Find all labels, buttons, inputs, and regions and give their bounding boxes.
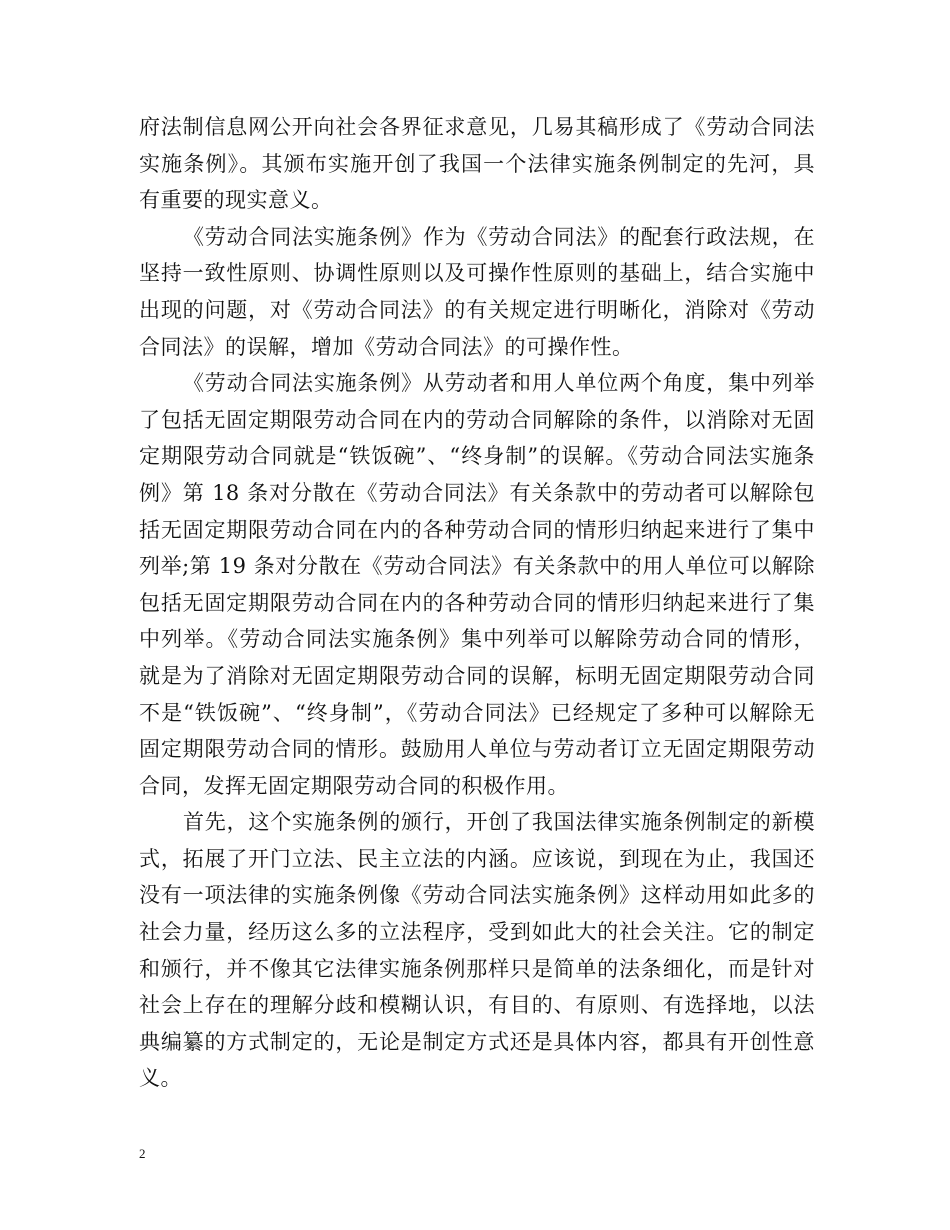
paragraph-1: 府法制信息网公开向社会各界征求意见，几易其稿形成了《劳动合同法实施条例》。其颁布实施开创了我国一个法律实施条例制定的先河，具有重要的现实意义。 bbox=[139, 115, 815, 213]
paragraph-4: 首先，这个实施条例的颁行，开创了我国法律实施条例制定的新模式，拓展了开门立法、民主立法的内涵。应该说，到现在为止，我国还没有一项法律的实施条例像《劳动合同法实施条例》这样动用如此多的社会力量，经历这么多的立法程序，受到如此大的社会关注。它的制定和颁行，并不像其它法律实施条例那样只是简单的法条细化，而是针对社会上存在的理解分歧和模糊认识，有目的、有原则、有选择地，以法典编纂的方式制定的，无论是制定方式还是具体内容，都具有开创性意义。 bbox=[139, 810, 815, 1091]
body-text bbox=[139, 109, 815, 1097]
paragraph-3: 《劳动合同法实施条例》从劳动者和用人单位两个角度，集中列举了包括无固定期限劳动合同在内的劳动合同解除的条件，以消除对无固定期限劳动合同就是“铁饭碗”、“终身制”的误解。《劳动合同法实施条例》第 18 条对分散在《劳动合同法》有关条款中的劳动者可以解除包括无固定期限劳动合同在内的各种劳动合同的情形归纳起来进行了集中列举;第 19 条对分散在《劳动合同法》有关条款中的用人单位可以解除包括无固定期限劳动合同在内的各种劳动合同的情形归纳起来进行了集中列举。《劳动合同法实施条例》集中列举可以解除劳动合同的情形，就是为了消除对无固定期限劳动合同的误解，标明无固定期限劳动合同不是“铁饭碗”、“终身制”，《劳动合同法》已经规定了多种可以解除无固定期限劳动合同的情形。鼓励用人单位与劳动者订立无固定期限劳动合同，发挥无固定期限劳动合同的积极作用。 bbox=[139, 371, 815, 798]
paragraph-2: 《劳动合同法实施条例》作为《劳动合同法》的配套行政法规，在坚持一致性原则、协调性原则以及可操作性原则的基础上，结合实施中出现的问题，对《劳动合同法》的有关规定进行明晰化，消除对《劳动合同法》的误解，增加《劳动合同法》的可操作性。 bbox=[139, 224, 815, 359]
page-number: 2 bbox=[139, 1146, 146, 1161]
